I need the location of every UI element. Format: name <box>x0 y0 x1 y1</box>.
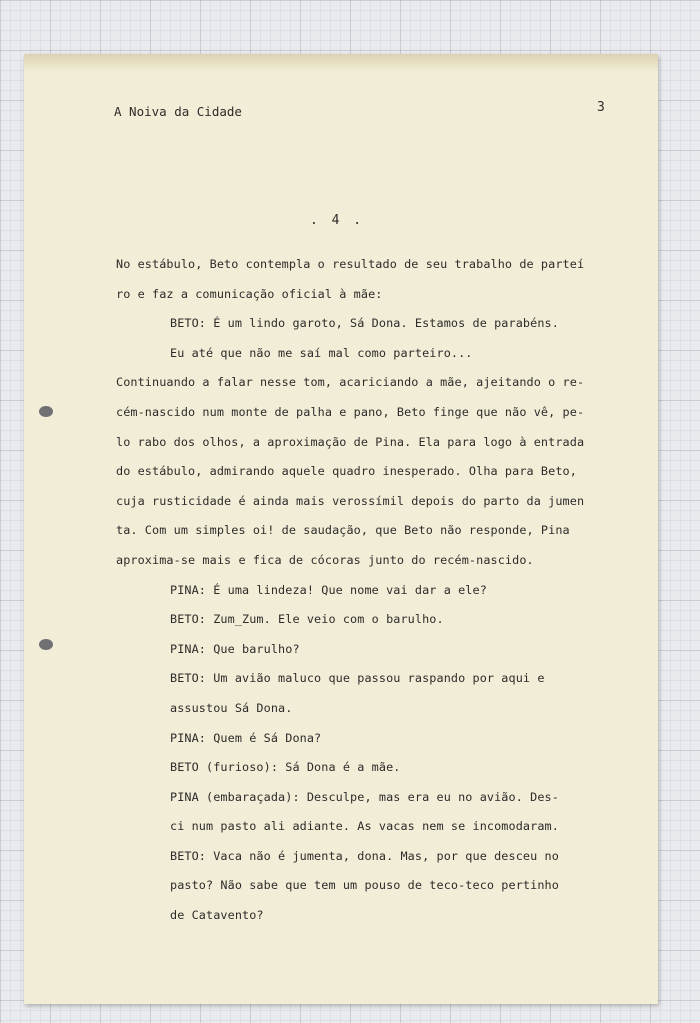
punch-hole <box>39 406 53 417</box>
text-line: do estábulo, admirando aquele quadro inesperado. Olha para Beto, <box>116 464 577 479</box>
dialogue-line: ci num pasto ali adiante. As vacas nem se incomodaram. <box>170 819 559 834</box>
text-line: ta. Com um simples oi! de saudação, que Beto não responde, Pina <box>116 523 570 538</box>
scene-number: . 4 . <box>310 213 365 228</box>
dialogue-line: assustou Sá Dona. <box>170 700 293 715</box>
dialogue-line: BETO: Vaca não é jumenta, dona. Mas, por que desceu no <box>170 848 559 863</box>
dialogue-line: BETO: Zum_Zum. Ele veio com o barulho. <box>170 612 444 627</box>
dialogue-line: BETO: Um avião maluco que passou raspando por aqui e <box>170 671 545 686</box>
text-line: aproxima-se mais e fica de cócoras junto do recém-nascido. <box>116 552 534 567</box>
text-line: cém-nascido num monte de palha e pano, Beto finge que não vê, pe- <box>116 404 585 419</box>
dialogue-line: PINA: É uma lindeza! Que nome vai dar a ele? <box>170 582 487 597</box>
dialogue-line: pasto? Não sabe que tem um pouso de teco-teco pertinho <box>170 878 559 893</box>
dialogue-line: Eu até que não me saí mal como parteiro... <box>170 345 473 360</box>
dialogue-line: PINA: Quem é Sá Dona? <box>170 730 322 745</box>
text-line: cuja rusticidade é ainda mais verossímil depois do parto da jumen <box>116 493 585 508</box>
dialogue-line: de Catavento? <box>170 908 264 923</box>
dialogue-line: PINA: Que barulho? <box>170 641 300 656</box>
page-number: 3 <box>597 100 605 115</box>
text-line: ro e faz a comunicação oficial à mãe: <box>116 286 383 301</box>
script-body <box>116 250 626 931</box>
dialogue-line: BETO: É um lindo garoto, Sá Dona. Estamos de parabéns. <box>170 316 559 331</box>
dialogue-line: BETO (furioso): Sá Dona é a mãe. <box>170 760 401 775</box>
text-line: Continuando a falar nesse tom, acariciando a mãe, ajeitando o re- <box>116 375 585 390</box>
text-line: lo rabo dos olhos, a aproximação de Pina. Ela para logo à entrada <box>116 434 585 449</box>
text-line: No estábulo, Beto contempla o resultado de seu trabalho de parteí <box>116 257 585 271</box>
punch-hole <box>39 639 53 650</box>
typewritten-page <box>24 54 658 1004</box>
header-title: A Noiva da Cidade <box>114 104 242 119</box>
dialogue-line: PINA (embaraçada): Desculpe, mas era eu no avião. Des- <box>170 789 559 804</box>
